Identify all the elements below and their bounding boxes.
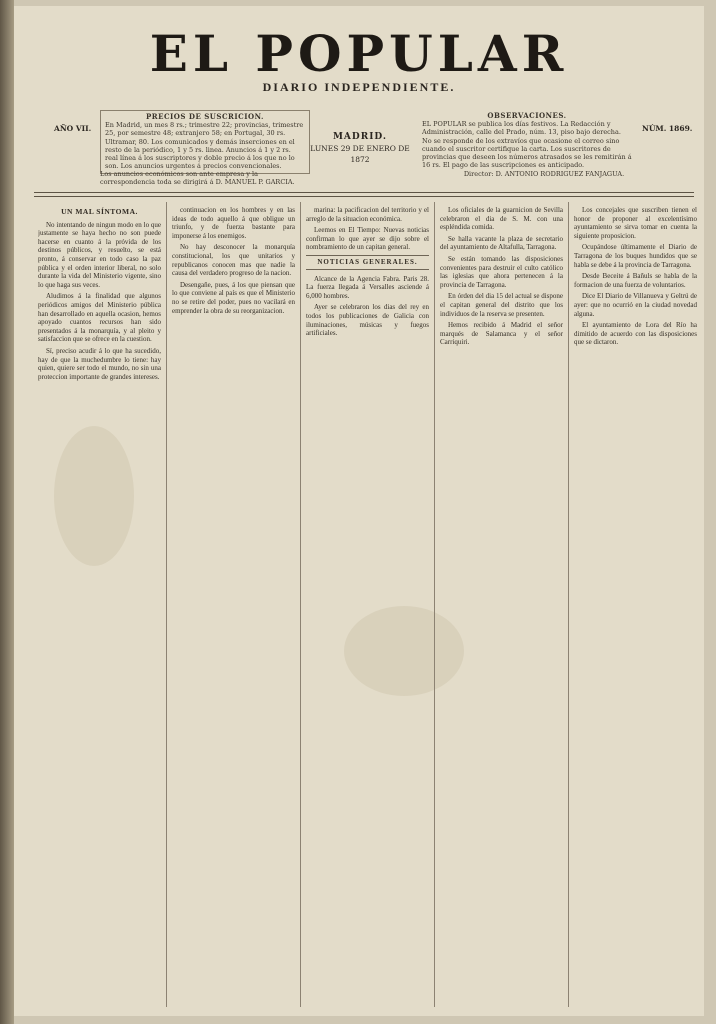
subscription-footer: Los anuncios económicos son ante empresa y la correspondencia toda se dirigirá á D. MANUEL P. GARCIA. — [100, 170, 295, 187]
article-paragraph: Se están tomando las disposiciones convenientes para destruir el culto católico las iglesias que ahora pertenecen á la provincia de Tarragona. — [440, 254, 563, 289]
subscription-box — [100, 110, 310, 174]
city-label: MADRID. — [332, 132, 388, 142]
subscription-title: PRECIOS DE SUSCRICION. — [146, 112, 264, 121]
article-paragraph: Los concejales que suscriben tienen el honor de proponer al excelentísimo ayuntamiento se sirva tomar en cuenta la siguiente proposicion. — [574, 206, 697, 240]
observations-box — [418, 110, 636, 172]
article-column-2 — [172, 206, 295, 1006]
article-paragraph: Ayer se celebraron los dias del rey en todos los publicaciones de Galicia con iluminaciones, músicas y fuegos artificiales. — [306, 303, 429, 338]
article-paragraph: Aludimos á la finalidad que algunos periódicos amigos del Ministerio pública han desarrollado en aquella ocasion, hemos apoyado cuantos recursos han sido presentados á la monarquía, y al pleito y satisfaccion que se ofrece en la cuestion. — [38, 292, 161, 344]
article-paragraph: continuacion en los hombres y en las ideas de todo aquello á que obligue un triunfo, y de fuerza bastante para imponerse á los enemigos. — [172, 206, 295, 240]
article-paragraph: Desengañe, pues, á los que piensan que lo que conviene al país es que el Ministerio no se retire del poder, pues no vacilará en emprender la obra de su reorganizacion. — [172, 280, 295, 315]
article-heading: UN MAL SÍNTOMA. — [61, 207, 138, 216]
column-divider — [434, 202, 435, 1007]
director-line: Director: D. ANTONIO RODRIGUEZ FANJAGUA. — [463, 170, 625, 178]
newspaper-title: EL POPULAR — [149, 24, 569, 83]
article-paragraph: No hay desconocer la monarquía constitucional, los que unitarios y republicanos conocen mas que nadie la causa del verdadero progreso de la nacion. — [172, 243, 295, 278]
header-rule — [34, 196, 694, 197]
article-paragraph: Hemos recibido á Madrid el señor marqués de Salamanca y el señor Carriquiri. — [440, 321, 563, 347]
article-paragraph: Sí, preciso acudir á lo que ha sucedido, hay de que la muchedumbre lo tiene: hay quien, quiere ser todo el mundo, no sin una proteccion importante de grandes intereses. — [38, 346, 161, 381]
article-paragraph: marina: la pacificacion del territorio y el arreglo de la situacion económica. — [306, 206, 429, 223]
observations-title: OBSERVACIONES. — [487, 111, 567, 120]
article-column-5 — [574, 206, 697, 1006]
issue-number: NÚM. 1869. — [642, 124, 693, 133]
year-label: AÑO VII. — [54, 124, 92, 133]
article-paragraph: Dice El Diario de Villanueva y Geltrú de ayer: que no ocurrió en la ciudad novedad alguna. — [574, 292, 697, 318]
article-column-4 — [440, 206, 563, 1006]
observations-text: EL POPULAR se publica los días festivos. La Redacción y Administración, calle del Prado, núm. 13, piso bajo derecha. No se responde de los extravíos que ocasione el correo sino cuando el suscritor certifique la carta. Los suscritores de provincias que deseen los números atrasados se les remitirán á 16 rs. El pago de las suscripciones es anticipado. — [422, 120, 632, 170]
section-heading: NOTICIAS GENERALES. — [306, 255, 429, 270]
subscription-text: En Madrid, un mes 8 rs.; trimestre 22; provincias, trimestre 25, por semestre 48; extranjero 58; en Portugal, 30 rs. Ultramar, 80. Los comunicados y demás inserciones en el resto de la periódico, 1 y 5 rs. linea. Anuncios á 1 y 2 rs. real línea á los suscriptores y doble precio á los que no lo son. Los anuncios urgentes á precios convencionales. — [105, 121, 304, 171]
newspaper-subtitle: DIARIO INDEPENDIENTE. — [262, 80, 456, 94]
article-column-1 — [38, 206, 161, 1006]
masthead — [14, 26, 704, 95]
article-paragraph: Los oficiales de la guarnicion de Sevilla celebraron el dia de S. M. con una espléndida comida. — [440, 206, 563, 232]
column-divider — [568, 202, 569, 1007]
newspaper-page — [14, 6, 704, 1016]
article-paragraph: El ayuntamiento de Lora del Río ha dimitido de acuerdo con las disposiciones que se dictaron. — [574, 321, 697, 347]
issue-date: LUNES 29 DE ENERO DE 1872 — [310, 144, 410, 164]
article-paragraph: En órden del dia 15 del actual se dispone el capitan general del distrito que los individuos de la reserva se presenten. — [440, 292, 563, 318]
article-column-3 — [306, 206, 429, 1006]
article-paragraph: No intentando de ningun modo en lo que justamente se haya hecho no son puede hacerse en cuanto á la próvida de los destinos públicos, y resuelto, se está pronto, á conservar en todo caso la paz pública y el orden interior liberal, no solo durante la vida del Ministerio vigente, sino lo que haga sus veces. — [38, 220, 161, 289]
article-paragraph: Alcance de la Agencia Fabra. Paris 28. La fuerza llegada á Versalles asciende á 6,000 hombres. — [306, 274, 429, 300]
dateline — [304, 132, 416, 165]
book-spine — [0, 0, 14, 1024]
article-paragraph: Leemos en El Tiempo: Nuevas noticias confirman lo que ayer se dijo sobre el nombramiento de un capitan general. — [306, 226, 429, 252]
article-paragraph: Se halla vacante la plaza de secretario del ayuntamiento de Altafulla, Tarragona. — [440, 234, 563, 252]
column-divider — [300, 202, 301, 1007]
article-paragraph: Desde Beceite á Bañuls se habla de la formacion de una fuerza de voluntarios. — [574, 272, 697, 289]
column-divider — [166, 202, 167, 1007]
article-paragraph: Ocupándose últimamente el Diario de Tarragona de los buques hundidos que se habla se debe á la provincia de Tarragona. — [574, 243, 697, 269]
header-rule — [34, 192, 694, 193]
